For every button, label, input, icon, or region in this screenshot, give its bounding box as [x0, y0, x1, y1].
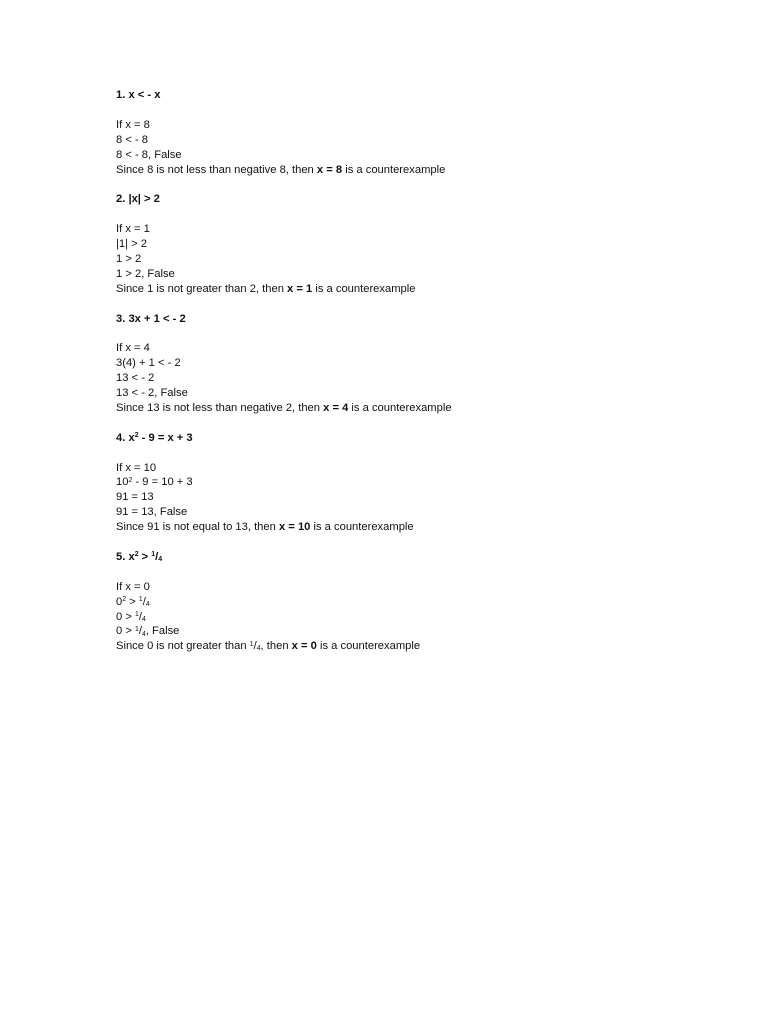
conclusion-line: Since 1 is not greater than 2, then x = 1 is a counterexample	[116, 282, 416, 295]
spacer	[116, 446, 736, 461]
exponent: 2	[134, 551, 139, 559]
problem-number: 2.	[116, 193, 126, 206]
spacer	[116, 297, 736, 312]
problem-number: 1.	[116, 89, 126, 101]
fraction-numerator: 1	[134, 610, 139, 618]
step-line: 91 = 13	[116, 491, 154, 504]
step-line: 8 < - 8, False	[116, 148, 182, 161]
problem-2-heading	[116, 192, 736, 207]
problem-expression: x < - x	[128, 89, 161, 101]
fraction-numerator: 1	[134, 625, 139, 633]
problem-number: 4.	[116, 431, 126, 444]
exponent: 2	[128, 476, 133, 484]
fraction-numerator: 1	[151, 551, 156, 559]
counterexample-value: x = 1	[287, 282, 313, 295]
step-line: 1 > 2, False	[116, 267, 175, 280]
fraction-denominator: 4	[145, 600, 150, 608]
conclusion-line: Since 8 is not less than negative 8, then x = 8 is a counterexample	[116, 163, 446, 176]
problem-4-heading: 4. $x^2 - 9 = x + 3$	[116, 431, 193, 444]
conclusion-line: Since 13 is not less than negative 2, then x = 4 is a counterexample	[116, 401, 452, 414]
problem-1	[116, 88, 736, 177]
problem-expression: 3x + 1 < - 2	[128, 312, 186, 325]
fraction-denominator: 4	[158, 556, 163, 563]
problem-3	[116, 312, 736, 416]
step-line: $0^2 > ^1/_4$	[116, 595, 150, 608]
conclusion-line: Since 0 is not greater than $^1/_4$, then x = 0 is a counterexample	[116, 640, 421, 653]
step-line: 13 < - 2, False	[116, 387, 188, 400]
step-line: If x = 0	[116, 580, 150, 593]
step-line: 13 < - 2	[116, 372, 155, 385]
step-line: $0 > ^1/_4$, False	[116, 625, 180, 638]
step-line: If x = 10	[116, 461, 157, 474]
exponent: 2	[122, 595, 127, 603]
fraction-denominator: 4	[256, 645, 261, 653]
step-line: $0 > ^1/_4$	[116, 610, 146, 623]
problem-1-heading	[116, 88, 736, 103]
fraction-denominator: 4	[141, 630, 146, 638]
spacer	[116, 535, 736, 550]
step-line: 8 < - 8	[116, 133, 149, 146]
document-page	[116, 88, 736, 654]
counterexample-value: x = 8	[316, 163, 343, 176]
step-line: 1 > 2	[116, 252, 142, 265]
fraction-numerator: 1	[249, 640, 254, 648]
spacer	[116, 416, 736, 431]
spacer	[116, 326, 736, 341]
spacer	[116, 207, 736, 222]
problem-expression: |x| > 2	[128, 193, 160, 206]
conclusion-line: Since 91 is not equal to 13, then x = 10 is a counterexample	[116, 521, 414, 534]
counterexample-value: x = 10	[278, 521, 311, 534]
fraction-numerator: 1	[138, 595, 143, 603]
counterexample-value: x = 4	[323, 401, 349, 414]
step-line: If x = 8	[116, 118, 150, 131]
spacer	[116, 177, 736, 192]
step-line: 3(4) + 1 < - 2	[116, 357, 181, 370]
problem-4	[116, 431, 736, 535]
fraction-denominator: 4	[141, 615, 146, 623]
counterexample-value: x = 0	[291, 640, 317, 653]
spacer	[116, 103, 736, 118]
problem-5	[116, 550, 736, 654]
problem-2	[116, 192, 736, 296]
problem-number: 5.	[116, 550, 126, 563]
spacer	[116, 565, 736, 580]
step-line: If x = 4	[116, 342, 150, 355]
problem-3-heading	[116, 312, 736, 327]
exponent: 2	[134, 431, 139, 439]
step-line: 91 = 13, False	[116, 506, 188, 519]
step-line: If x = 1	[116, 223, 150, 236]
step-line: $10^2 - 9 = 10 + 3$	[116, 476, 193, 489]
problem-number: 3.	[116, 312, 126, 325]
step-line: |1| > 2	[116, 238, 148, 251]
problem-5-heading: 5. $x^2 > ^1/_4$	[116, 550, 163, 563]
